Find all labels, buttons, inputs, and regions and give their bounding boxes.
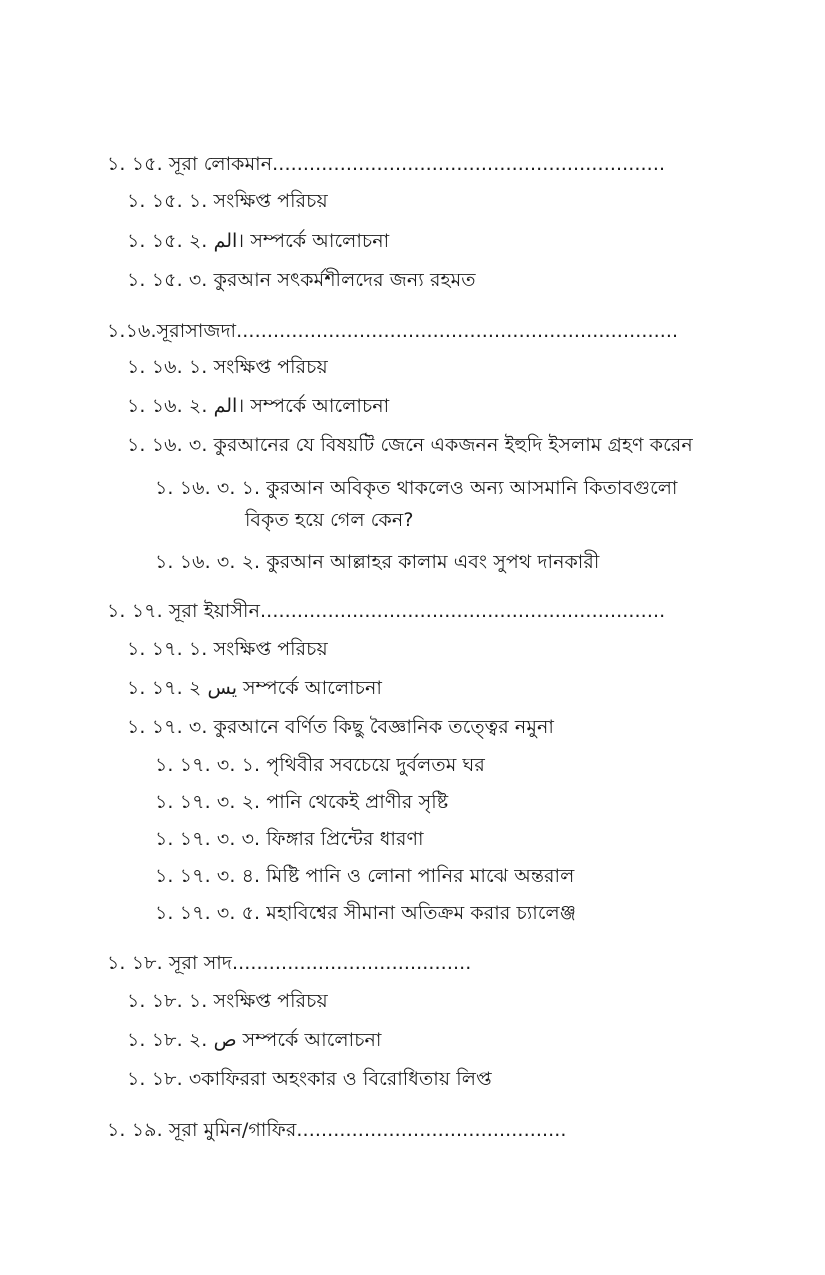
toc-section-entry: ১. ১৫. ১. সংক্ষিপ্ত পরিচয়	[127, 190, 328, 212]
toc-section-entry: ১. ১৭. ৩. কুরআনে বর্ণিত কিছু বৈজ্ঞানিক তত্ত্বের নমুনা	[127, 716, 554, 738]
toc-subsection-entry: ১. ১৬. ৩. ২. কুরআন আল্লাহর কালাম এবং সুপথ দানকারী	[155, 551, 600, 573]
toc-section-entry: ১. ১৫. ৩. কুরআন সৎকর্মশীলদের জন্য রহমত	[127, 269, 476, 291]
toc-subsection-entry: ১. ১৭. ৩. ৪. মিষ্টি পানি ও লোনা পানির মাঝে অন্তরাল	[155, 865, 575, 887]
toc-chapter-heading: ১.১৬.সূরাসাজদা........................................................................	[107, 320, 679, 342]
toc-subsection-entry: ১. ১৭. ৩. ২. পানি থেকেই প্রাণীর সৃষ্টি	[155, 791, 449, 813]
toc-section-entry: ১. ১৫. ২. الم। সম্পর্কে আলোচনা	[127, 230, 390, 252]
toc-section-entry: ১. ১৮. ৩কাফিররা অহংকার ও বিরোধিতায় লিপ্ত	[127, 1068, 492, 1090]
toc-subsection-entry: ১. ১৬. ৩. ১. কুরআন অবিকৃত থাকলেও অন্য আসমানি কিতাবগুলো	[155, 477, 678, 499]
toc-section-entry: ১. ১৭. ১. সংক্ষিপ্ত পরিচয়	[127, 638, 328, 660]
toc-section-entry: ১. ১৭. ২ يس সম্পর্কে আলোচনা	[127, 677, 382, 699]
toc-subsection-entry: ১. ১৭. ৩. ৫. মহাবিশ্বের সীমানা অতিক্রম করার চ্যালেঞ্জ	[155, 902, 577, 924]
toc-section-entry: ১. ১৬. ২. الم। সম্পর্কে আলোচনা	[127, 395, 390, 417]
toc-section-entry: ১. ১৮. ১. সংক্ষিপ্ত পরিচয়	[127, 990, 328, 1012]
toc-subsection-continuation: বিকৃত হয়ে গেল কেন?	[245, 509, 414, 531]
toc-chapter-heading: ১. ১৯. সূরা মুমিন/গাফির............................................	[107, 1119, 567, 1141]
toc-chapter-heading: ১. ১৭. সূরা ইয়াসীন..................................................................	[107, 600, 666, 622]
toc-chapter-heading: ১. ১৫. সূরা লোকমান................................................................	[107, 153, 666, 175]
toc-section-entry: ১. ১৮. ২. ص সম্পর্কে আলোচনা	[127, 1029, 382, 1051]
toc-section-entry: ১. ১৬. ৩. কুরআনের যে বিষয়টি জেনে একজনন ইহুদি ইসলাম গ্রহণ করেন	[127, 434, 693, 456]
toc-subsection-entry: ১. ১৭. ৩. ১. পৃথিবীর সবচেয়ে দুর্বলতম ঘর	[155, 754, 485, 776]
toc-subsection-entry: ১. ১৭. ৩. ৩. ফিঙ্গার প্রিন্টের ধারণা	[155, 828, 424, 850]
toc-section-entry: ১. ১৬. ১. সংক্ষিপ্ত পরিচয়	[127, 356, 328, 378]
toc-chapter-heading: ১. ১৮. সূরা সাদ.......................................	[107, 952, 472, 974]
